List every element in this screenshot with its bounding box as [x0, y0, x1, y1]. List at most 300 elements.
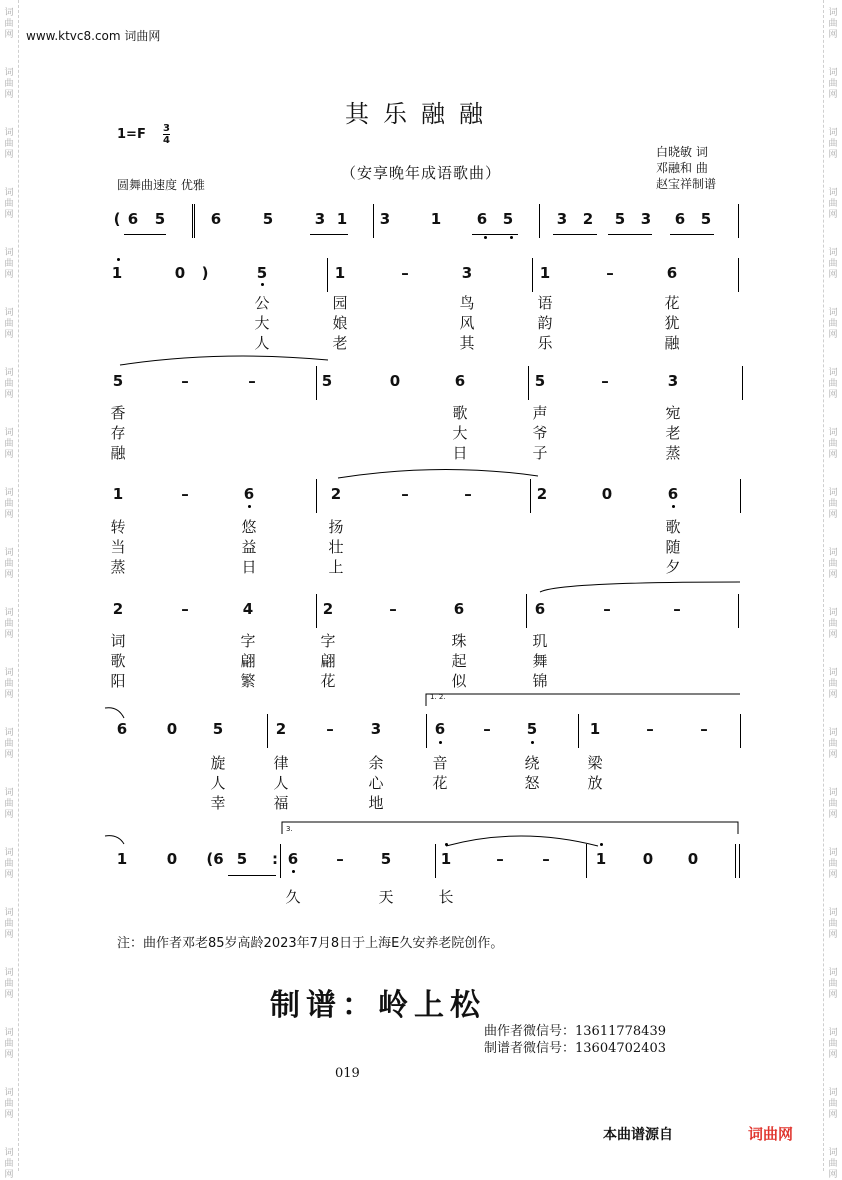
jianpu-note: 5 [112, 372, 124, 390]
barline [526, 594, 527, 628]
site-logo[interactable]: 词曲网 [748, 1125, 794, 1143]
watermark-char: 曲 [828, 499, 838, 509]
lyric-char: 绕 [524, 754, 540, 772]
jianpu-note: 6 [116, 720, 128, 738]
lyric-char: 律 [273, 754, 289, 772]
jianpu-note: 6 [287, 850, 299, 868]
lyric-char: 犹 [664, 314, 680, 332]
jianpu-note: 2 [322, 600, 334, 618]
watermark-char: 曲 [4, 799, 14, 809]
barline [426, 714, 427, 748]
jianpu-note: 6 [454, 372, 466, 390]
watermark-char: 词 [4, 428, 14, 438]
lyric-char: 宛 [665, 404, 681, 422]
watermark-char: 词 [4, 488, 14, 498]
barline [435, 844, 436, 878]
watermark-char: 曲 [4, 1159, 14, 1169]
lyric-char: 公 [254, 294, 270, 312]
lyric-char: 风 [459, 314, 475, 332]
watermark-char: 网 [4, 270, 14, 280]
jianpu-note: 3 [370, 720, 382, 738]
composer-credit: 邓融和 曲 [656, 161, 708, 175]
jianpu-note: 6 [127, 210, 139, 228]
watermark-char: 网 [828, 930, 838, 940]
lyric-char: 子 [532, 444, 548, 462]
watermark-char: 曲 [828, 1039, 838, 1049]
watermark-char: 网 [828, 750, 838, 760]
jianpu-note: 5 [256, 264, 268, 282]
jianpu-note: 1 [595, 850, 607, 868]
jianpu-note: 2 [582, 210, 594, 228]
jianpu-note: 2 [112, 600, 124, 618]
beam-underline [124, 234, 166, 235]
lyric-char: 当 [110, 538, 126, 556]
watermark-char: 词 [828, 68, 838, 78]
jianpu-note: – [181, 372, 189, 390]
key-signature: 1=F [117, 127, 146, 142]
jianpu-note: 6 [667, 485, 679, 503]
watermark-char: 词 [828, 308, 838, 318]
watermark-char: 网 [4, 870, 14, 880]
lyric-char: 歌 [665, 518, 681, 536]
volta-label: 1. 2. [430, 693, 446, 701]
lyric-char: 乐 [537, 334, 553, 352]
barline [530, 479, 531, 513]
watermark-char: 网 [4, 690, 14, 700]
jianpu-note: : [272, 850, 278, 868]
watermark-char: 词 [828, 428, 838, 438]
watermark-char: 曲 [828, 139, 838, 149]
lyric-char: 融 [664, 334, 680, 352]
jianpu-note: 6 [434, 720, 446, 738]
lyric-char: 蒸 [110, 558, 126, 576]
watermark-char: 词 [828, 668, 838, 678]
watermark-char: 曲 [4, 979, 14, 989]
octave-dot [248, 505, 251, 508]
jianpu-note: 6 [476, 210, 488, 228]
octave-dot [672, 505, 675, 508]
jianpu-note: 5 [534, 372, 546, 390]
jianpu-note: 5 [380, 850, 392, 868]
jianpu-note: 2 [275, 720, 287, 738]
watermark-char: 曲 [4, 379, 14, 389]
lyric-char: 声 [532, 404, 548, 422]
watermark-char: 网 [4, 150, 14, 160]
lyric-char: 翩 [320, 652, 336, 670]
lyric-char: 放 [587, 774, 603, 792]
lyric-char: 其 [459, 334, 475, 352]
watermark-char: 曲 [828, 739, 838, 749]
watermark-char: 词 [828, 248, 838, 258]
watermark-char: 网 [828, 990, 838, 1000]
watermark-char: 曲 [4, 1039, 14, 1049]
barline [316, 479, 317, 513]
watermark-char: 词 [4, 1028, 14, 1038]
watermark-char: 曲 [4, 19, 14, 29]
song-title: 其乐融融 [345, 100, 497, 128]
jianpu-note: 5 [526, 720, 538, 738]
jianpu-note: – [606, 264, 614, 282]
lyric-char: 扬 [328, 518, 344, 536]
tie [105, 836, 124, 844]
watermark-char: 词 [4, 368, 14, 378]
beam-underline [670, 234, 714, 235]
watermark-char: 曲 [4, 319, 14, 329]
lyric-char: 花 [320, 672, 336, 690]
watermark-char: 词 [4, 548, 14, 558]
watermark-char: 曲 [828, 319, 838, 329]
octave-dot [445, 843, 448, 846]
jianpu-note: 1 [116, 850, 128, 868]
jianpu-note: 3 [461, 264, 473, 282]
watermark-char: 网 [4, 90, 14, 100]
volta-label: 3. [286, 825, 293, 833]
watermark-char: 曲 [4, 559, 14, 569]
barline [192, 204, 193, 238]
jianpu-note: 1 [336, 210, 348, 228]
lyric-char: 鸟 [459, 294, 475, 312]
jianpu-note: 1 [440, 850, 452, 868]
watermark-char: 曲 [828, 859, 838, 869]
jianpu-note: 5 [236, 850, 248, 868]
watermark-char: 词 [828, 548, 838, 558]
jianpu-note: 1 [112, 485, 124, 503]
lyric-char: 大 [254, 314, 270, 332]
octave-dot [292, 870, 295, 873]
lyric-char: 悠 [241, 518, 257, 536]
barline [532, 258, 533, 292]
time-signature-bottom: 4 [163, 135, 170, 146]
lyric-char: 益 [241, 538, 257, 556]
watermark-char: 曲 [828, 799, 838, 809]
watermark-char: 网 [4, 1170, 14, 1180]
lyric-char: 地 [368, 794, 384, 812]
watermark-char: 词 [4, 8, 14, 18]
jianpu-note: ( [113, 210, 121, 228]
watermark-char: 网 [828, 510, 838, 520]
jianpu-note: 2 [536, 485, 548, 503]
tie [446, 836, 598, 846]
barline [738, 258, 739, 292]
arranger-credit: 赵宝祥制谱 [656, 177, 717, 191]
watermark-char: 词 [828, 608, 838, 618]
barline [586, 844, 587, 878]
watermark-char: 网 [4, 210, 14, 220]
octave-dot [261, 283, 264, 286]
jianpu-note: – [181, 600, 189, 618]
octave-dot [510, 236, 513, 239]
watermark-char: 网 [4, 450, 14, 460]
lyric-char: 日 [241, 558, 257, 576]
watermark-char: 网 [828, 30, 838, 40]
watermark-char: 曲 [4, 499, 14, 509]
jianpu-note: – [603, 600, 611, 618]
watermark-char: 词 [828, 368, 838, 378]
lyric-char: 韵 [537, 314, 553, 332]
watermark-char: 曲 [828, 679, 838, 689]
jianpu-note: – [248, 372, 256, 390]
barline [194, 204, 195, 238]
lyric-char: 久 [285, 888, 301, 906]
octave-dot [484, 236, 487, 239]
barline [740, 479, 741, 513]
lyric-char: 幸 [210, 794, 226, 812]
lyric-char: 老 [665, 424, 681, 442]
tie [338, 469, 538, 478]
octave-dot [117, 258, 120, 261]
lyric-char: 福 [273, 794, 289, 812]
watermark-char: 网 [828, 810, 838, 820]
lyric-char: 花 [664, 294, 680, 312]
jianpu-note: – [401, 264, 409, 282]
watermark-char: 曲 [4, 859, 14, 869]
transcriber-signature: 制谱：岭上松 [270, 988, 486, 1023]
beam-underline [310, 234, 348, 235]
lyric-char: 珠 [451, 632, 467, 650]
lyric-char: 语 [537, 294, 553, 312]
watermark-char: 曲 [828, 1159, 838, 1169]
barline [539, 204, 540, 238]
volta-bracket [282, 822, 738, 834]
watermark-char: 网 [4, 990, 14, 1000]
watermark-char: 词 [4, 728, 14, 738]
jianpu-note: 5 [262, 210, 274, 228]
watermark-char: 曲 [4, 1099, 14, 1109]
lyric-char: 阳 [110, 672, 126, 690]
watermark-char: 曲 [828, 979, 838, 989]
jianpu-note: 0 [166, 720, 178, 738]
watermark-char: 词 [828, 8, 838, 18]
watermark-char: 词 [828, 968, 838, 978]
watermark-char: 曲 [828, 559, 838, 569]
lyric-char: 歌 [110, 652, 126, 670]
watermark-char: 词 [828, 908, 838, 918]
watermark-char: 网 [828, 270, 838, 280]
jianpu-note: 3 [640, 210, 652, 228]
watermark-char: 曲 [4, 619, 14, 629]
lyric-char: 舞 [532, 652, 548, 670]
jianpu-note: 1 [111, 264, 123, 282]
jianpu-note: – [673, 600, 681, 618]
lyric-char: 字 [240, 632, 256, 650]
jianpu-note: – [601, 372, 609, 390]
lyric-char: 词 [110, 632, 126, 650]
watermark-char: 网 [4, 510, 14, 520]
lyric-char: 存 [110, 424, 126, 442]
jianpu-note: 3 [556, 210, 568, 228]
lyric-char: 繁 [240, 672, 256, 690]
footnote: 注：曲作者邓老85岁高龄2023年7月8日于上海E久安养老院创作。 [117, 936, 504, 951]
jianpu-note: – [646, 720, 654, 738]
barline [739, 844, 740, 878]
jianpu-note: – [181, 485, 189, 503]
jianpu-note: 6 [210, 210, 222, 228]
transcriber-wechat: 制谱者微信号：13604702403 [484, 1041, 666, 1056]
barline [316, 594, 317, 628]
watermark-char: 网 [4, 390, 14, 400]
lyric-char: 蒸 [665, 444, 681, 462]
watermark-char: 网 [828, 150, 838, 160]
jianpu-note: – [326, 720, 334, 738]
lyric-char: 旋 [210, 754, 226, 772]
lyric-char: 似 [451, 672, 467, 690]
lyric-char: 人 [254, 334, 270, 352]
song-subtitle: （安享晚年成语歌曲） [340, 164, 501, 182]
jianpu-note: – [496, 850, 504, 868]
jianpu-note: 3 [314, 210, 326, 228]
watermark-char: 网 [828, 1170, 838, 1180]
watermark-char: 网 [828, 450, 838, 460]
barline [738, 204, 739, 238]
jianpu-note: 5 [321, 372, 333, 390]
jianpu-note: 6 [534, 600, 546, 618]
lyric-char: 花 [432, 774, 448, 792]
watermark-char: 曲 [828, 199, 838, 209]
watermark-char: 网 [828, 690, 838, 700]
lyric-char: 翩 [240, 652, 256, 670]
barline [528, 366, 529, 400]
watermark-char: 曲 [828, 919, 838, 929]
watermark-char: 曲 [4, 739, 14, 749]
watermark-char: 网 [4, 630, 14, 640]
watermark-char: 曲 [828, 19, 838, 29]
watermark-char: 曲 [828, 79, 838, 89]
barline [280, 844, 281, 878]
lyric-char: 长 [438, 888, 454, 906]
jianpu-note: 6 [243, 485, 255, 503]
jianpu-note: – [542, 850, 550, 868]
lyric-char: 玑 [532, 632, 548, 650]
watermark-char: 词 [828, 488, 838, 498]
watermark-char: 词 [4, 248, 14, 258]
jianpu-note: – [336, 850, 344, 868]
watermark-char: 曲 [828, 379, 838, 389]
watermark-char: 网 [828, 330, 838, 340]
lyric-char: 园 [332, 294, 348, 312]
lyric-char: 大 [452, 424, 468, 442]
watermark-char: 词 [828, 128, 838, 138]
jianpu-note: – [464, 485, 472, 503]
beam-underline [228, 875, 276, 876]
jianpu-note: – [401, 485, 409, 503]
lyric-char: 歌 [452, 404, 468, 422]
watermark-char: 曲 [4, 259, 14, 269]
watermark-char: 词 [4, 848, 14, 858]
jianpu-note: 2 [330, 485, 342, 503]
lyric-char: 锦 [532, 672, 548, 690]
watermark-char: 词 [828, 188, 838, 198]
watermark-char: 词 [4, 68, 14, 78]
watermark-char: 词 [4, 788, 14, 798]
page-number: 019 [335, 1066, 360, 1081]
jianpu-note: 4 [242, 600, 254, 618]
watermark-char: 网 [828, 390, 838, 400]
barline [327, 258, 328, 292]
lyric-char: 爷 [532, 424, 548, 442]
octave-dot [439, 741, 442, 744]
watermark-char: 曲 [828, 259, 838, 269]
watermark-char: 网 [4, 1110, 14, 1120]
jianpu-note: – [483, 720, 491, 738]
jianpu-note: – [700, 720, 708, 738]
tie [540, 582, 740, 592]
octave-dot [600, 843, 603, 846]
beam-underline [608, 234, 652, 235]
jianpu-note: 1 [430, 210, 442, 228]
jianpu-note: 3 [379, 210, 391, 228]
lyric-char: 音 [432, 754, 448, 772]
lyric-char: 心 [368, 774, 384, 792]
jianpu-note: 0 [166, 850, 178, 868]
lyric-char: 人 [210, 774, 226, 792]
barline [316, 366, 317, 400]
jianpu-note: 1 [539, 264, 551, 282]
watermark-char: 词 [828, 848, 838, 858]
watermark-char: 词 [4, 1088, 14, 1098]
lyric-char: 怒 [524, 774, 540, 792]
jianpu-note: 5 [700, 210, 712, 228]
jianpu-note: 6 [666, 264, 678, 282]
watermark-char: 词 [4, 908, 14, 918]
octave-dot [531, 741, 534, 744]
tie [120, 356, 328, 365]
watermark-char: 词 [828, 728, 838, 738]
composer-wechat: 曲作者微信号：13611778439 [484, 1024, 666, 1039]
site-header: www.ktvc8.com 词曲网 [26, 29, 161, 43]
jianpu-note: 0 [389, 372, 401, 390]
watermark-char: 曲 [4, 679, 14, 689]
lyric-char: 字 [320, 632, 336, 650]
watermark-char: 网 [828, 1110, 838, 1120]
watermark-char: 曲 [4, 199, 14, 209]
lyric-char: 余 [368, 754, 384, 772]
jianpu-note: 1 [589, 720, 601, 738]
jianpu-note: 0 [601, 485, 613, 503]
watermark-char: 词 [4, 668, 14, 678]
barline [267, 714, 268, 748]
lyricist-credit: 白晓敏 词 [656, 145, 708, 159]
lyric-char: 夕 [665, 558, 681, 576]
jianpu-note: (6 [206, 850, 224, 868]
beam-underline [553, 234, 597, 235]
lyric-char: 香 [110, 404, 126, 422]
time-signature-top: 3 [163, 123, 170, 134]
jianpu-note: 1 [334, 264, 346, 282]
barline [373, 204, 374, 238]
lyric-char: 融 [110, 444, 126, 462]
barline [740, 714, 741, 748]
watermark-char: 网 [4, 330, 14, 340]
jianpu-note: – [389, 600, 397, 618]
jianpu-note: 0 [687, 850, 699, 868]
barline [578, 714, 579, 748]
barline [742, 366, 743, 400]
jianpu-note: 5 [212, 720, 224, 738]
lyric-char: 转 [110, 518, 126, 536]
jianpu-note: 6 [674, 210, 686, 228]
lyric-char: 人 [273, 774, 289, 792]
jianpu-note: 0 [642, 850, 654, 868]
watermark-char: 曲 [4, 139, 14, 149]
watermark-char: 词 [828, 1148, 838, 1158]
lyric-char: 老 [332, 334, 348, 352]
tie [105, 708, 124, 718]
watermark-char: 网 [4, 570, 14, 580]
watermark-char: 网 [4, 810, 14, 820]
watermark-char: 曲 [4, 919, 14, 929]
watermark-char: 曲 [828, 619, 838, 629]
watermark-char: 网 [4, 1050, 14, 1060]
